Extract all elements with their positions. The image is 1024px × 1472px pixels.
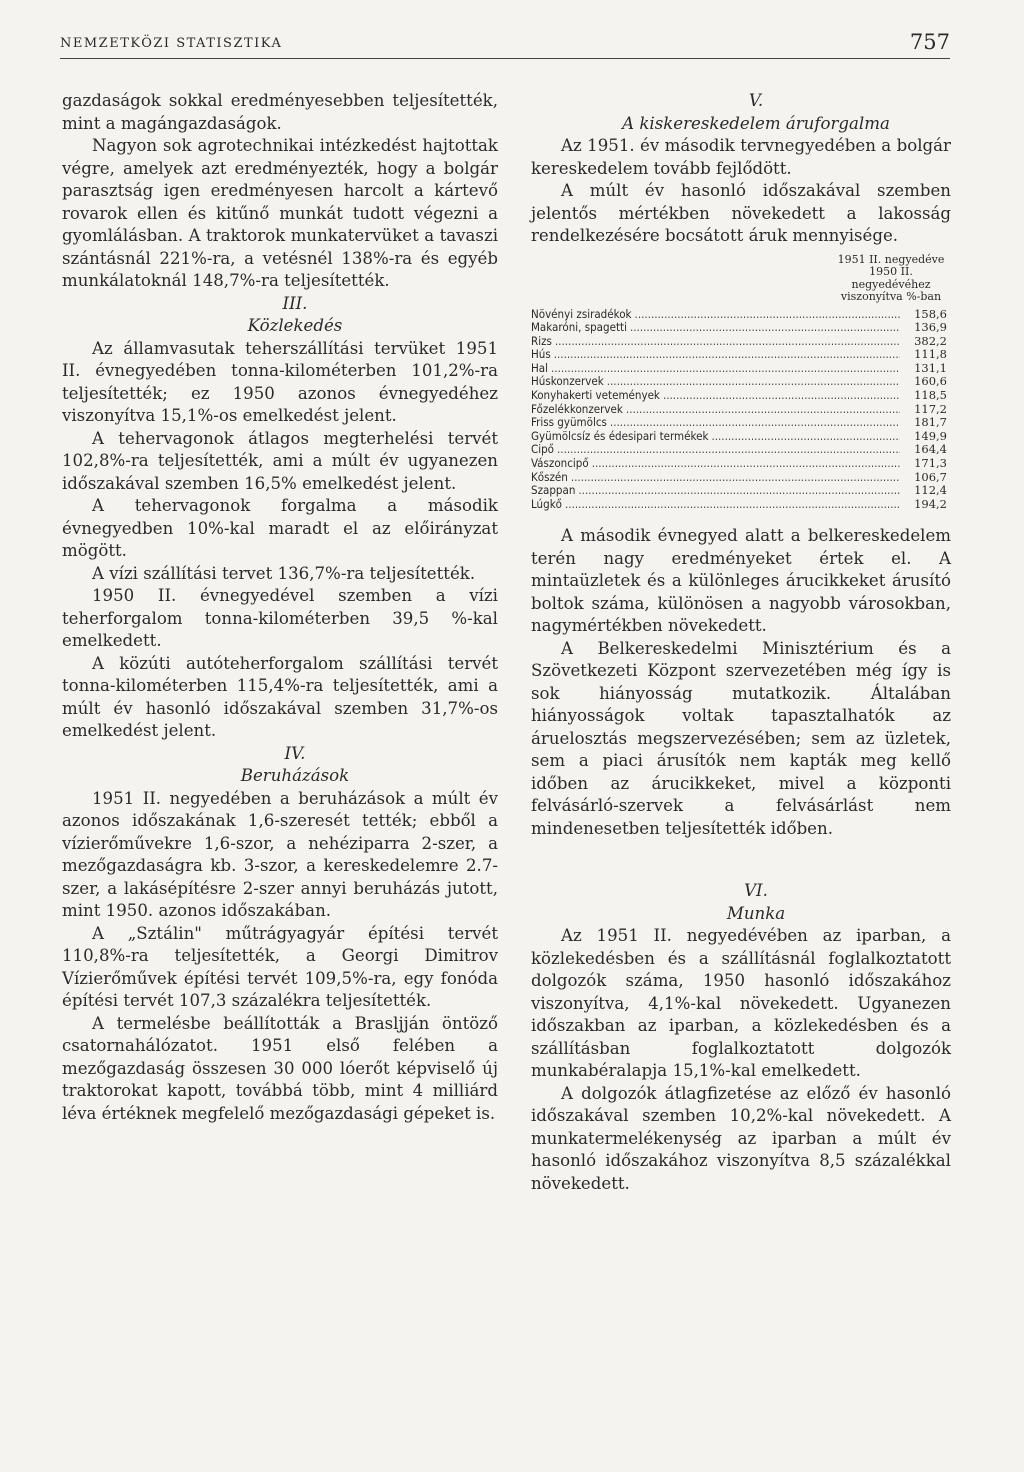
row-value: 118,5 — [914, 388, 947, 403]
row-label: Konyhakerti vetemények — [531, 388, 660, 403]
section-number: VI. — [744, 881, 768, 901]
leader-dots — [626, 403, 900, 417]
row-value: 136,9 — [914, 320, 947, 335]
journal-title: NEMZETKÖZI STATISZTIKA — [60, 36, 283, 51]
row-value: 164,4 — [914, 442, 947, 457]
row-label: Főzelékkonzervek — [531, 401, 623, 416]
table-row — [531, 484, 951, 498]
leader-dots — [578, 484, 900, 498]
leader-dots — [565, 498, 900, 512]
table-row — [531, 403, 951, 417]
row-value: 160,6 — [914, 374, 947, 389]
paragraph: A tehervagonok forgalma a második évnegyedben 10%-kal maradt el az előirányzat mögött. — [62, 496, 498, 560]
leader-dots — [711, 430, 900, 444]
leader-dots — [557, 443, 900, 457]
row-value: 131,1 — [914, 360, 947, 375]
table-row — [531, 416, 951, 430]
row-value: 171,3 — [914, 456, 947, 471]
page-header — [60, 30, 950, 59]
row-value: 149,9 — [914, 428, 947, 443]
table-row — [531, 335, 951, 349]
section-title: A kiskereskedelem áruforgalma — [622, 113, 890, 133]
paragraph: 1950 II. évnegyedével szemben a vízi teherforgalom tonna-kilométerben 39,5 %-kal emelkedett. — [62, 586, 498, 650]
leader-dots — [554, 348, 900, 362]
table-row — [531, 471, 951, 485]
row-value: 382,2 — [914, 333, 947, 348]
row-value: 106,7 — [914, 469, 947, 484]
leader-dots — [630, 321, 900, 335]
retail-table — [531, 308, 951, 512]
section-title: Közlekedés — [247, 316, 343, 335]
row-label: Kőszén — [531, 469, 568, 484]
paragraph: Az államvasutak teherszállítási tervüket 1951 II. évnegyedében tonna-kilométerben 101,2%-ra teljesítették; ez 1950 azonos évnegyedéhez viszonyítva 15,1%-os emelkedést jelent. — [62, 338, 498, 425]
table-row — [531, 443, 951, 457]
row-label: Növényi zsiradékok — [531, 306, 632, 321]
paragraph: 1951 II. negyedében a beruházások a múlt év azonos időszakának 1,6-szeresét tették; ebből a vízierőművekre 1,6-szor, a nehéziparra 2-szer, a mezőgazdaságra kb. 3-szor, a kereskedelemre 2.7-szer, a lakásépítésre 2-szer annyi beruházás jutott, mint 1950. azonos időszakában. — [62, 788, 498, 920]
section-title: Munka — [726, 903, 786, 923]
right-column — [531, 90, 951, 1195]
leader-dots — [571, 471, 900, 485]
section-number: IV. — [284, 743, 306, 763]
paragraph: A dolgozók átlagfizetése az előző év hasonló időszakával szemben 10,2%-kal növekedett. A munkatermelékenység az iparban a múlt év hasonló időszakához viszonyítva 8,5 százalékkal növekedett. — [531, 1083, 951, 1193]
row-label: Makaróni, spagetti — [531, 320, 627, 335]
paragraph: A tehervagonok átlagos megterhelési tervét 102,8%-ra teljesítették, ami a múlt év ugyanezen időszakával szemben 16,5% emelkedést jelent. — [62, 428, 498, 493]
row-label: Hús — [531, 347, 551, 362]
leader-dots — [607, 375, 900, 389]
row-label: Rizs — [531, 333, 552, 348]
row-label: Vászoncipő — [531, 456, 589, 471]
row-value: 111,8 — [914, 347, 947, 362]
table-row — [531, 308, 951, 322]
paragraph: A Belkereskedelmi Minisztérium és a Szövetkezeti Központ szervezetében még így is sok hiányosság mutatkozik. Általában hiányosságok voltak tapasztalhatók az áruelosztás megszervezésében; sem az üzletek, sem a piaci árusítók nem kapták meg kellő időben az árucikkeket, mivel a központi felvásárló-szervek a felvásárlást nem mindenesetben teljesítették időben. — [531, 638, 951, 838]
leader-dots — [555, 335, 900, 349]
paragraph: Nagyon sok agrotechnikai intézkedést hajtottak végre, amelyek azt eredményezték, hogy a bolgár parasztság igen eredményesen harcolt a kártevő rovarok ellen és kitűnő munkát tudott végezni a gyomlálásban. A traktorok munkatervüket a tavaszi szántásnál 221%-ra, a vetésnél 138%-ra és egyéb munkálatoknál 148,7%-ra teljesítették. — [62, 136, 498, 290]
table-row — [531, 348, 951, 362]
row-label: Lúgkő — [531, 496, 563, 511]
row-value: 117,2 — [914, 401, 947, 416]
paragraph: A „Sztálin" műtrágyagyár építési tervét 110,8%-ra teljesítették, a Georgi Dimitrov Vízierőművek építési tervét 109,5%-ra, egy fonóda építési tervét 107,3 százalékra teljesítették. — [62, 923, 498, 1010]
paragraph: A közúti autóteherforgalom szállítási tervét tonna-kilométerben 115,4%-ra teljesítették, ami a múlt év hasonló időszakával szemben 31,7%-os emelkedést jelent. — [62, 653, 498, 740]
row-value: 158,6 — [914, 306, 947, 321]
leader-dots — [610, 416, 900, 430]
paragraph: A második évnegyed alatt a belkereskedelem terén nagy eredményeket értek el. A mintaüzletek és a különleges árucikkeket árusító boltok száma, különösen a nagyobb városokban, nagymértékben növekedett. — [531, 526, 951, 636]
leader-dots — [551, 362, 900, 376]
section-title: Beruházások — [240, 766, 350, 785]
table-row — [531, 430, 951, 444]
row-label: Hal — [531, 360, 548, 375]
table-row — [531, 362, 951, 376]
row-label: Friss gyümölcs — [531, 415, 607, 430]
row-label: Cipő — [531, 442, 554, 457]
section-number: III. — [282, 293, 308, 313]
table-header: 1951 II. negyedéve 1950 II. negyedévéhez viszonyítva %-ban — [837, 252, 945, 303]
paragraph: A múlt év hasonló időszakával szemben jelentős mértékben növekedett a lakosság rendelkezésére bocsátott áruk mennyisége. — [531, 181, 951, 245]
leader-dots — [663, 389, 900, 403]
paragraph: A vízi szállítási tervet 136,7%-ra teljesítették. — [92, 563, 476, 583]
row-value: 194,2 — [914, 496, 947, 511]
paragraph: A termelésbe beállították a Brasljján öntöző csatornahálózatot. 1951 első felében a mezőgazdaság összesen 30 000 lóerőt képviselő új traktorokat kapott, továbbá több, mint 4 milliárd léva értéknek megfelelő mezőgazdasági gépeket is. — [62, 1013, 498, 1123]
table-row — [531, 457, 951, 471]
table-row — [531, 321, 951, 335]
leader-dots — [592, 457, 900, 471]
row-label: Szappan — [531, 483, 576, 498]
leader-dots — [635, 308, 900, 322]
page-number: 757 — [909, 30, 950, 54]
row-label: Húskonzervek — [531, 374, 604, 389]
table-row — [531, 389, 951, 403]
row-value: 181,7 — [914, 415, 947, 430]
row-label: Gyümölcsíz és édesipari termékek — [531, 428, 709, 443]
paragraph: Az 1951 II. negyedévében az iparban, a közlekedésben és a szállításnál foglalkoztatott dolgozók száma, 1950 hasonló időszakához viszonyítva, 4,1%-kal növekedett. Ugyanezen időszakban az iparban, a közlekedésben és a szállításban foglalkoztatott dolgozók munkabéralapja 15,1%-kal emelkedett. — [531, 926, 951, 1081]
table-row — [531, 498, 951, 512]
table-row — [531, 375, 951, 389]
paragraph: gazdaságok sokkal eredményesebben teljesítették, mint a magángazdaságok. — [62, 91, 498, 133]
left-column — [62, 90, 498, 1125]
row-value: 112,4 — [914, 483, 947, 498]
section-number: V. — [748, 91, 764, 110]
paragraph: Az 1951. év második tervnegyedében a bolgár kereskedelem tovább fejlődött. — [531, 136, 951, 178]
